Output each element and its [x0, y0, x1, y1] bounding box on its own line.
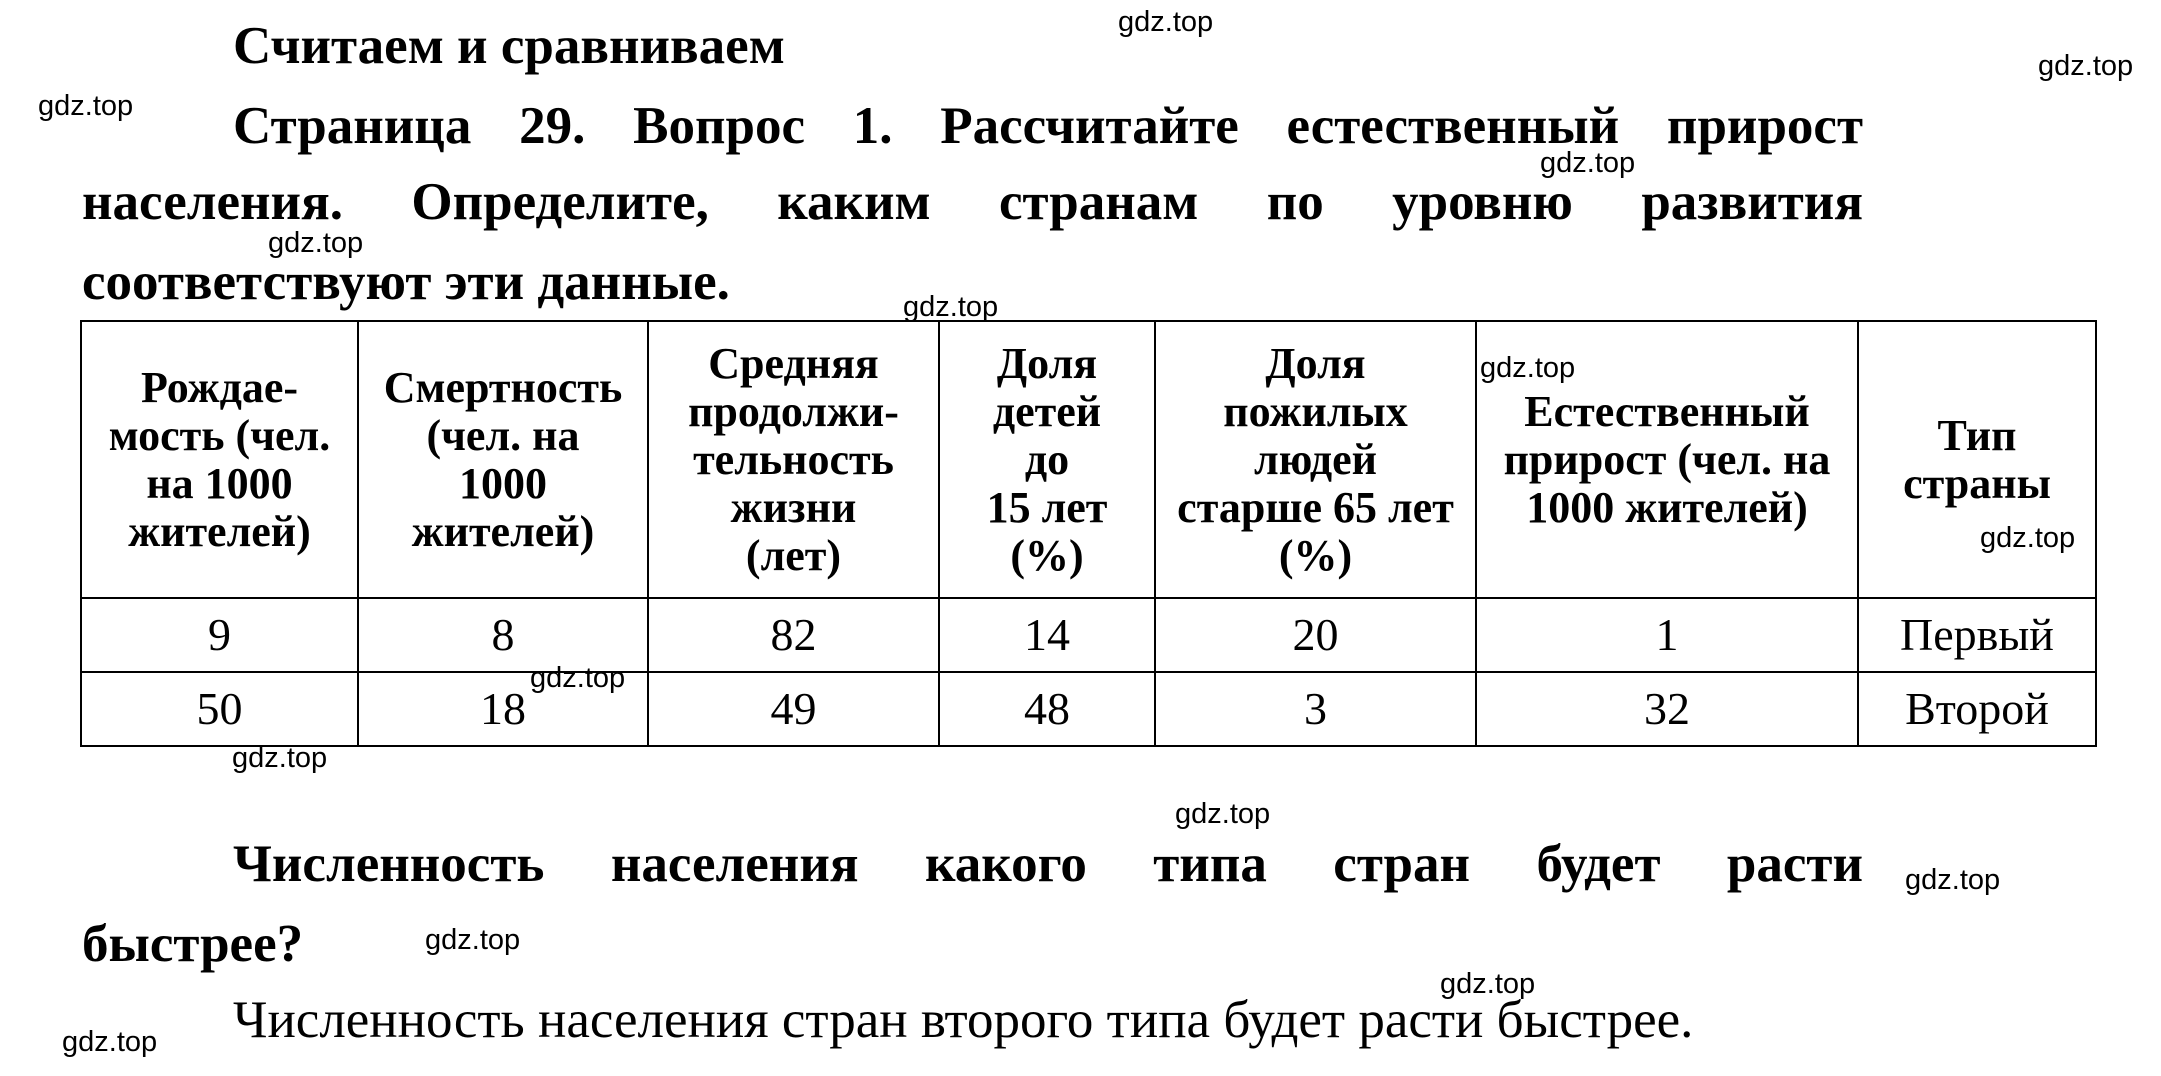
- watermark: gdz.top: [1175, 798, 1271, 830]
- header-line: мость (чел.: [108, 410, 331, 460]
- cell-life-expectancy: 82: [648, 598, 939, 672]
- header-line: 1000 жителей): [1526, 482, 1808, 532]
- cell-life-expectancy: 49: [648, 672, 939, 746]
- data-table: [80, 320, 2097, 747]
- watermark: gdz.top: [530, 662, 626, 694]
- header-line: старше 65 лет: [1177, 482, 1454, 532]
- cell-death-rate: 8: [358, 598, 648, 672]
- followup-line-2: быстрее?: [82, 915, 304, 973]
- header-line: до: [1024, 434, 1070, 484]
- header-lines: [359, 364, 647, 556]
- header-line: (%): [1010, 530, 1084, 580]
- cell-elderly-share: 20: [1155, 598, 1476, 672]
- watermark: gdz.top: [38, 90, 134, 122]
- header-line: (лет): [745, 530, 842, 580]
- question-line-2: населения. Определите, каким странам по уровню развития: [82, 173, 1863, 231]
- header-birth-rate: [81, 321, 358, 598]
- header-line: тельность: [693, 434, 894, 484]
- header-death-rate: [358, 321, 648, 598]
- header-line: детей: [992, 386, 1102, 436]
- cell-natural-increase: 1: [1476, 598, 1858, 672]
- header-line: Доля: [996, 338, 1098, 388]
- watermark: gdz.top: [268, 227, 364, 259]
- watermark: gdz.top: [425, 924, 521, 956]
- watermark: gdz.top: [1440, 968, 1536, 1000]
- watermark: gdz.top: [903, 291, 999, 323]
- table-row: [81, 598, 2096, 672]
- watermark: gdz.top: [1118, 6, 1214, 38]
- answer-text: Численность населения стран второго типа будет расти быстрее.: [233, 991, 1694, 1049]
- watermark: gdz.top: [62, 1026, 158, 1058]
- cell-birth-rate: 50: [81, 672, 358, 746]
- header-line: людей: [1254, 434, 1377, 484]
- header-line: прирост (чел. на: [1503, 434, 1831, 484]
- watermark: gdz.top: [1480, 352, 1576, 384]
- header-line: продолжи-: [688, 386, 899, 436]
- question-line-3: соответствуют эти данные.: [82, 253, 730, 311]
- header-line: Рождае-: [140, 362, 299, 412]
- header-line: Естественный: [1524, 386, 1810, 436]
- watermark: gdz.top: [1540, 147, 1636, 179]
- cell-natural-increase: 32: [1476, 672, 1858, 746]
- cell-birth-rate: 9: [81, 598, 358, 672]
- header-line: жизни: [730, 482, 857, 532]
- header-line: Тип: [1937, 410, 2017, 460]
- header-line: 15 лет: [986, 482, 1108, 532]
- header-lines: [1859, 412, 2095, 508]
- header-line: жителей): [411, 506, 595, 556]
- question-line-1: Страница 29. Вопрос 1. Рассчитайте естественный прирост: [233, 97, 1863, 155]
- header-lines: [1156, 340, 1475, 580]
- cell-elderly-share: 3: [1155, 672, 1476, 746]
- header-line: 1000: [459, 458, 547, 508]
- table-row: [81, 672, 2096, 746]
- watermark: gdz.top: [1905, 864, 2001, 896]
- header-life-expectancy: [648, 321, 939, 598]
- table-header-row: [81, 321, 2096, 598]
- cell-country-type: Первый: [1858, 598, 2096, 672]
- header-lines: [940, 340, 1154, 580]
- header-elderly-share: [1155, 321, 1476, 598]
- header-line: жителей): [128, 506, 311, 556]
- header-line: Средняя: [708, 338, 879, 388]
- header-line: Смертность: [383, 362, 623, 412]
- cell-country-type: Второй: [1858, 672, 2096, 746]
- watermark: gdz.top: [2038, 50, 2134, 82]
- header-line: Доля: [1265, 338, 1366, 388]
- header-line: (%): [1278, 530, 1353, 580]
- header-lines: [82, 364, 357, 556]
- watermark: gdz.top: [232, 742, 328, 774]
- header-lines: [1477, 388, 1857, 532]
- watermark: gdz.top: [1980, 522, 2076, 554]
- header-line: пожилых: [1223, 386, 1408, 436]
- section-title: Считаем и сравниваем: [233, 17, 785, 75]
- header-lines: [649, 340, 938, 580]
- header-line: страны: [1903, 458, 2051, 508]
- header-line: (чел. на: [426, 410, 580, 460]
- cell-death-rate: 18: [358, 672, 648, 746]
- header-natural-increase: [1476, 321, 1858, 598]
- header-line: на 1000: [146, 458, 293, 508]
- cell-children-share: 48: [939, 672, 1155, 746]
- header-country-type: [1858, 321, 2096, 598]
- cell-children-share: 14: [939, 598, 1155, 672]
- followup-line-1: Численность населения какого типа стран будет расти: [233, 835, 1863, 893]
- header-children-share: [939, 321, 1155, 598]
